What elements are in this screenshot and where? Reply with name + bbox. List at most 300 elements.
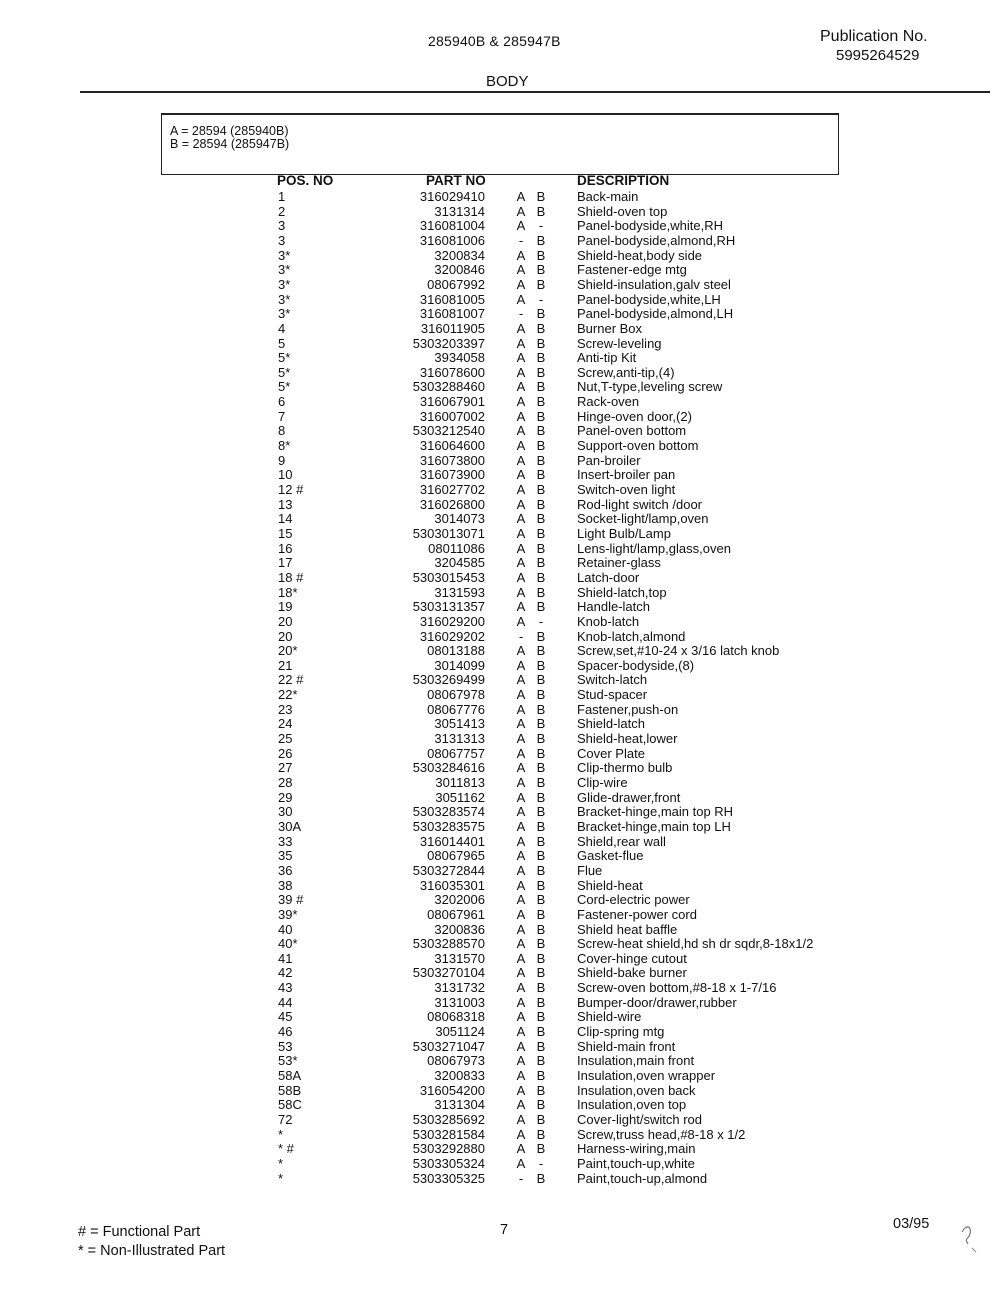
part-number-cell: 316014401 <box>419 833 485 849</box>
pos-cell: * <box>278 1155 284 1171</box>
part-number-cell: 3051124 <box>435 1024 485 1040</box>
model-a-cell: - <box>518 1170 524 1186</box>
model-a-cell: A <box>516 569 526 585</box>
part-number-cell: 3202006 <box>434 892 485 908</box>
table-row <box>0 1025 1000 1040</box>
part-number-cell: 3200834 <box>434 247 485 263</box>
description-cell: Cover-hinge cutout <box>577 950 687 966</box>
part-number-cell: 08068318 <box>427 1009 485 1025</box>
table-row <box>0 395 1000 410</box>
pos-cell: 40 <box>278 921 293 937</box>
pos-cell: 3 <box>278 218 286 234</box>
model-b-cell: B <box>536 452 546 468</box>
model-a-cell: A <box>516 921 526 937</box>
model-b-cell: B <box>536 628 546 644</box>
table-row <box>0 688 1000 703</box>
pos-cell: 53* <box>278 1053 298 1069</box>
part-number-cell: 08067776 <box>427 701 485 717</box>
pos-cell: 5* <box>278 379 291 395</box>
model-b-cell: B <box>536 467 546 483</box>
table-row <box>0 454 1000 469</box>
pos-cell: 39* <box>278 906 298 922</box>
description-cell: Back-main <box>577 189 639 204</box>
model-b-cell: B <box>536 335 546 351</box>
description-cell: Retainer-glass <box>577 555 661 571</box>
table-row <box>0 307 1000 322</box>
model-a-cell: A <box>516 701 526 717</box>
pos-cell: 21 <box>278 657 293 673</box>
description-cell: Flue <box>577 862 603 878</box>
model-b-cell: B <box>536 745 546 761</box>
table-row <box>0 483 1000 498</box>
model-a-cell: A <box>516 613 526 629</box>
description-cell: Bracket-hinge,main top RH <box>577 804 734 820</box>
table-row <box>0 586 1000 601</box>
pos-cell: 7 <box>278 408 286 424</box>
description-cell: Screw-leveling <box>577 335 662 351</box>
part-number-cell: 316081006 <box>419 232 485 248</box>
table-row <box>0 923 1000 938</box>
pos-cell: 43 <box>278 980 293 996</box>
model-a-cell: A <box>516 599 526 615</box>
part-number-cell: 316029410 <box>419 189 485 204</box>
pos-cell: 22 # <box>278 672 304 688</box>
model-a-cell: A <box>516 584 526 600</box>
table-row <box>0 615 1000 630</box>
description-cell: Bracket-hinge,main top LH <box>577 818 731 834</box>
table-row <box>0 190 1000 205</box>
model-a-cell: A <box>516 775 526 790</box>
model-a-cell: A <box>516 877 526 893</box>
table-row <box>0 732 1000 747</box>
part-number-cell: 316035301 <box>419 877 485 893</box>
model-a-cell: A <box>516 364 526 380</box>
margin-scribble-icon <box>958 1218 982 1254</box>
part-number-cell: 08067757 <box>427 745 485 761</box>
table-row <box>0 293 1000 308</box>
model-a-cell: A <box>516 335 526 351</box>
model-a-cell: A <box>516 1024 526 1040</box>
part-number-cell: 316029202 <box>419 628 485 644</box>
description-cell: Clip-thermo bulb <box>577 760 673 776</box>
table-row <box>0 468 1000 483</box>
description-cell: Glide-drawer,front <box>577 789 681 805</box>
part-number-cell: 08067965 <box>427 848 485 864</box>
description-cell: Fastener,push-on <box>577 701 679 717</box>
model-a-cell: A <box>516 320 526 336</box>
model-b-cell: B <box>536 1126 546 1142</box>
model-a-cell: A <box>516 540 526 556</box>
model-a-cell: A <box>516 350 526 366</box>
model-a-cell: A <box>516 745 526 761</box>
publication-label: Publication No. <box>820 28 928 45</box>
description-cell: Spacer-bodyside,(8) <box>577 657 695 673</box>
part-number-cell: 3204585 <box>434 555 485 571</box>
table-row <box>0 278 1000 293</box>
model-a-cell: A <box>516 1097 526 1113</box>
table-row <box>0 1157 1000 1172</box>
description-cell: Cover Plate <box>577 745 645 761</box>
pos-cell: 3* <box>278 291 291 307</box>
pos-cell: 5* <box>278 364 291 380</box>
model-a-cell: A <box>516 276 526 292</box>
table-row <box>0 820 1000 835</box>
part-number-cell: 5303269499 <box>412 672 485 688</box>
part-number-cell: 5303271047 <box>412 1038 485 1054</box>
footnote-non-illustrated: * = Non-Illustrated Part <box>78 1243 226 1259</box>
description-cell: Screw,anti-tip,(4) <box>577 364 675 380</box>
pos-cell: 26 <box>278 745 293 761</box>
pos-cell: 17 <box>278 555 293 571</box>
table-row <box>0 937 1000 952</box>
model-a-cell: A <box>516 452 526 468</box>
table-row <box>0 747 1000 762</box>
table-row <box>0 1113 1000 1128</box>
part-number-cell: 3200846 <box>434 262 485 278</box>
table-row <box>0 703 1000 718</box>
table-row <box>0 1010 1000 1025</box>
model-b-cell: B <box>536 848 546 864</box>
model-b-cell: B <box>536 701 546 717</box>
model-a-cell: A <box>516 438 526 454</box>
model-b-cell: B <box>536 980 546 996</box>
model-a-cell: A <box>516 555 526 571</box>
model-b-cell: B <box>536 994 546 1010</box>
model-a-cell: A <box>516 482 526 497</box>
description-cell: Shield-heat,body side <box>577 247 703 263</box>
table-row <box>0 952 1000 967</box>
part-number-cell: 3131570 <box>434 950 485 966</box>
description-cell: Shield-insulation,galv steel <box>577 276 731 292</box>
table-row <box>0 439 1000 454</box>
part-number-cell: 316067901 <box>419 394 485 410</box>
part-number-cell: 5303285692 <box>412 1111 485 1127</box>
model-b-cell: B <box>536 1097 546 1113</box>
model-b-cell: B <box>536 760 546 776</box>
model-a-cell: A <box>516 1068 526 1083</box>
model-a-cell: A <box>516 1038 526 1054</box>
description-cell: Anti-tip Kit <box>577 350 637 366</box>
table-row <box>0 249 1000 264</box>
table-row <box>0 1069 1000 1084</box>
pos-cell: 5* <box>278 350 291 366</box>
model-a-cell: A <box>516 848 526 864</box>
description-cell: Shield-latch,top <box>577 584 667 600</box>
model-a-cell: A <box>516 467 526 483</box>
part-number-cell: 3011813 <box>435 775 485 790</box>
pos-cell: 3* <box>278 262 291 278</box>
description-cell: Insulation,main front <box>577 1053 695 1069</box>
part-number-cell: 316073800 <box>419 452 485 468</box>
table-row <box>0 351 1000 366</box>
part-number-cell: 316026800 <box>419 496 485 512</box>
pos-cell: 58C <box>278 1097 302 1113</box>
model-b-cell: B <box>536 716 546 732</box>
part-number-cell: 5303283575 <box>412 818 485 834</box>
part-number-cell: 3934058 <box>434 350 485 366</box>
table-row <box>0 366 1000 381</box>
part-number-cell: 3131304 <box>434 1097 485 1113</box>
description-cell: Insulation,oven wrapper <box>577 1068 716 1083</box>
table-row <box>0 659 1000 674</box>
pos-cell: 42 <box>278 965 293 981</box>
part-number-cell: 316029200 <box>419 613 485 629</box>
table-row <box>0 776 1000 791</box>
description-cell: Panel-bodyside,white,RH <box>577 218 723 234</box>
model-b-cell: B <box>536 936 546 952</box>
pos-cell: 9 <box>278 452 286 468</box>
table-row <box>0 849 1000 864</box>
pos-cell: 29 <box>278 789 293 805</box>
model-a-cell: A <box>516 936 526 952</box>
part-number-cell: 08011086 <box>428 540 485 556</box>
table-row <box>0 600 1000 615</box>
description-cell: Paint,touch-up,almond <box>577 1170 708 1186</box>
pos-cell: 35 <box>278 848 293 864</box>
part-number-cell: 08067978 <box>427 687 485 703</box>
model-a-cell: A <box>516 1141 526 1157</box>
pos-cell: 5 <box>278 335 286 351</box>
pos-cell: 20 <box>278 613 293 629</box>
model-a-cell: A <box>516 950 526 966</box>
model-a-cell: A <box>516 980 526 996</box>
pos-cell: 58B <box>278 1082 302 1098</box>
description-cell: Shield-latch <box>577 716 645 732</box>
model-a-cell: A <box>516 760 526 776</box>
pos-cell: 44 <box>278 994 293 1010</box>
pos-cell: 12 # <box>278 482 304 497</box>
model-b-cell: B <box>536 1024 546 1040</box>
model-b-cell: B <box>536 496 546 512</box>
pos-cell: 58A <box>278 1068 302 1083</box>
description-cell: Switch-latch <box>577 672 648 688</box>
description-cell: Shield,rear wall <box>577 833 666 849</box>
pos-cell: 20 <box>278 628 293 644</box>
model-b-cell: B <box>536 906 546 922</box>
pos-cell: 3* <box>278 306 291 322</box>
model-b-cell: B <box>536 965 546 981</box>
description-cell: Screw,set,#10-24 x 3/16 latch knob <box>577 643 780 659</box>
table-row <box>0 1054 1000 1069</box>
description-cell: Screw-heat shield,hd sh dr sqdr,8-18x1/2 <box>577 936 814 952</box>
model-b-cell: B <box>536 423 546 439</box>
part-number-cell: 316081007 <box>419 306 485 322</box>
model-b-cell: - <box>538 218 544 234</box>
pos-cell: 28 <box>278 775 293 790</box>
model-a-cell: A <box>516 379 526 395</box>
model-b-cell: B <box>536 540 546 556</box>
part-number-cell: 5303305325 <box>412 1170 485 1186</box>
model-a-cell: - <box>518 232 524 248</box>
table-row <box>0 879 1000 894</box>
model-b-cell: B <box>536 877 546 893</box>
pos-cell: 24 <box>278 716 293 732</box>
model-b-cell: B <box>536 818 546 834</box>
table-row <box>0 263 1000 278</box>
description-cell: Insulation,oven back <box>577 1082 696 1098</box>
model-b-cell: B <box>536 862 546 878</box>
table-row <box>0 1128 1000 1143</box>
part-number-cell: 5303283574 <box>412 804 485 820</box>
model-a-cell: A <box>516 789 526 805</box>
description-cell: Pan-broiler <box>577 452 641 468</box>
pos-cell: 18 # <box>278 569 304 585</box>
model-a-cell: A <box>516 1111 526 1127</box>
description-cell: Support-oven bottom <box>577 438 699 454</box>
table-row <box>0 1040 1000 1055</box>
model-a-cell: A <box>516 423 526 439</box>
table-row <box>0 1172 1000 1187</box>
pos-cell: * <box>278 1170 284 1186</box>
description-cell: Handle-latch <box>577 599 650 615</box>
model-b-cell: B <box>536 276 546 292</box>
model-b-cell: B <box>536 775 546 790</box>
model-b-cell: B <box>536 1053 546 1069</box>
part-number-cell: 08067973 <box>427 1053 485 1069</box>
description-cell: Fastener-edge mtg <box>577 262 687 278</box>
description-cell: Fastener-power cord <box>577 906 697 922</box>
description-cell: Cord-electric power <box>577 892 690 908</box>
model-b-cell: - <box>538 1155 544 1171</box>
column-header-pos: POS. NO <box>277 173 334 188</box>
description-cell: Socket-light/lamp,oven <box>577 511 709 527</box>
part-number-cell: 5303305324 <box>412 1155 485 1171</box>
description-cell: Shield-heat <box>577 877 643 893</box>
model-a-cell: A <box>516 906 526 922</box>
description-cell: Bumper-door/drawer,rubber <box>577 994 737 1010</box>
description-cell: Clip-wire <box>577 775 628 790</box>
model-b-cell: B <box>536 687 546 703</box>
description-cell: Panel-bodyside,almond,LH <box>577 306 734 322</box>
model-a-cell: A <box>516 218 526 234</box>
model-a-cell: A <box>516 862 526 878</box>
pos-cell: 46 <box>278 1024 293 1040</box>
description-cell: Gasket-flue <box>577 848 644 864</box>
table-row <box>0 527 1000 542</box>
model-a-cell: A <box>516 731 526 747</box>
section-title: BODY <box>486 73 529 90</box>
column-header-part: PART NO <box>426 173 486 188</box>
model-b-cell: B <box>536 921 546 937</box>
model-b-cell: B <box>536 306 546 322</box>
page-date: 03/95 <box>893 1216 930 1232</box>
model-b-cell: B <box>536 555 546 571</box>
pos-cell: 30A <box>278 818 302 834</box>
model-a-cell: A <box>516 833 526 849</box>
model-a-cell: A <box>516 716 526 732</box>
model-a-cell: A <box>516 1126 526 1142</box>
part-number-cell: 5303013071 <box>412 525 485 541</box>
table-row <box>0 835 1000 850</box>
part-number-cell: 316081004 <box>419 218 485 234</box>
pos-cell: 3* <box>278 247 291 263</box>
description-cell: Panel-bodyside,almond,RH <box>577 232 736 248</box>
table-row <box>0 864 1000 879</box>
pos-cell: 45 <box>278 1009 293 1025</box>
table-row <box>0 322 1000 337</box>
model-a-cell: A <box>516 262 526 278</box>
model-a-cell: A <box>516 672 526 688</box>
model-b-cell: B <box>536 350 546 366</box>
pos-cell: 19 <box>278 599 293 615</box>
model-b-cell: B <box>536 643 546 659</box>
pos-cell: 23 <box>278 701 293 717</box>
description-cell: Screw,truss head,#8-18 x 1/2 <box>577 1126 746 1142</box>
model-b-cell: B <box>536 1111 546 1127</box>
table-row <box>0 805 1000 820</box>
part-number-cell: 08067992 <box>427 276 485 292</box>
model-b-cell: B <box>536 1141 546 1157</box>
model-b-cell: B <box>536 408 546 424</box>
table-row <box>0 791 1000 806</box>
models-title: 285940B & 285947B <box>428 33 561 49</box>
description-cell: Shield-main front <box>577 1038 676 1054</box>
pos-cell: 40* <box>278 936 298 952</box>
pos-cell: 3* <box>278 276 291 292</box>
model-b-cell: B <box>536 203 546 219</box>
model-a-cell: A <box>516 203 526 219</box>
table-row <box>0 1142 1000 1157</box>
model-b-cell: B <box>536 833 546 849</box>
description-cell: Paint,touch-up,white <box>577 1155 695 1171</box>
description-cell: Insert-broiler pan <box>577 467 676 483</box>
pos-cell: 30 <box>278 804 293 820</box>
model-a-cell: A <box>516 1155 526 1171</box>
description-cell: Shield-bake burner <box>577 965 687 981</box>
part-number-cell: 5303284616 <box>412 760 485 776</box>
description-cell: Latch-door <box>577 569 640 585</box>
model-a-cell: A <box>516 291 526 307</box>
pos-cell: 15 <box>278 525 293 541</box>
part-number-cell: 316007002 <box>419 408 485 424</box>
part-number-cell: 5303272844 <box>412 862 485 878</box>
description-cell: Clip-spring mtg <box>577 1024 665 1040</box>
part-number-cell: 316073900 <box>419 467 485 483</box>
model-b-cell: B <box>536 789 546 805</box>
pos-cell: 6 <box>278 394 286 410</box>
model-b-cell: B <box>536 262 546 278</box>
description-cell: Rod-light switch /door <box>577 496 702 512</box>
model-a-cell: A <box>516 657 526 673</box>
model-a-cell: - <box>518 306 524 322</box>
header-rule <box>80 91 990 93</box>
table-row <box>0 996 1000 1011</box>
part-number-cell: 3051162 <box>435 789 485 805</box>
table-row <box>0 380 1000 395</box>
description-cell: Light Bulb/Lamp <box>577 525 671 541</box>
description-cell: Knob-latch <box>577 613 640 629</box>
part-number-cell: 08067961 <box>427 906 485 922</box>
model-legend-box <box>161 114 839 175</box>
model-b-cell: B <box>536 394 546 410</box>
part-number-cell: 316011905 <box>420 320 485 336</box>
description-cell: Shield-wire <box>577 1009 642 1025</box>
table-row <box>0 717 1000 732</box>
description-cell: Shield-oven top <box>577 203 668 219</box>
model-b-cell: B <box>536 804 546 820</box>
description-cell: Shield-heat,lower <box>577 731 678 747</box>
description-cell: Knob-latch,almond <box>577 628 686 644</box>
pos-cell: 8 <box>278 423 286 439</box>
model-b-cell: B <box>536 189 546 204</box>
model-b-cell: - <box>538 291 544 307</box>
part-number-cell: 3014099 <box>434 657 485 673</box>
table-row <box>0 761 1000 776</box>
model-a-cell: A <box>516 892 526 908</box>
model-b-cell: B <box>536 525 546 541</box>
pos-cell: 3 <box>278 232 286 248</box>
model-a-cell: A <box>516 965 526 981</box>
